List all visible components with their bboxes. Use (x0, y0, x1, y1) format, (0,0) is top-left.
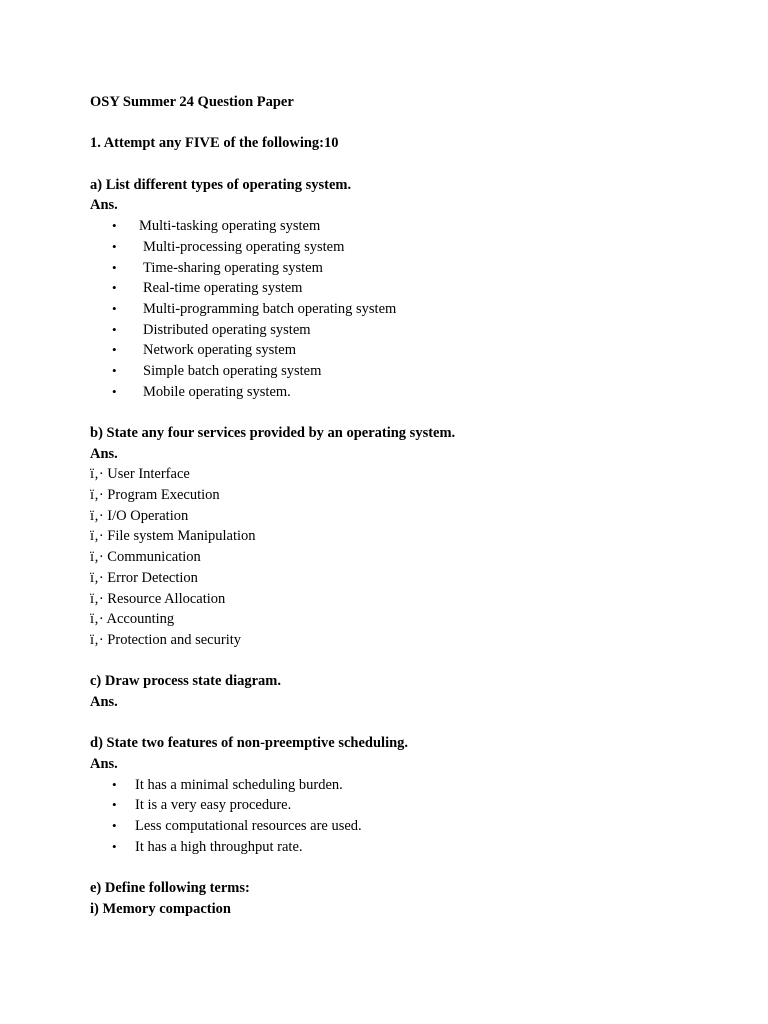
list-item: • Mobile operating system. (90, 382, 730, 403)
bullet-icon: • (112, 259, 117, 275)
spacer (90, 713, 730, 734)
answer-label-c: Ans. (90, 693, 118, 710)
bullet-icon: • (112, 362, 117, 378)
spacer (90, 857, 730, 878)
list-item: ï‚· Program Execution (90, 487, 220, 504)
list-item: • Simple batch operating system (90, 361, 730, 382)
bullet-icon: • (112, 342, 117, 358)
bullet-icon: • (112, 238, 117, 254)
list-item: • It has a minimal scheduling burden. (90, 775, 730, 796)
list-item: ï‚· I/O Operation (90, 507, 189, 524)
bullet-icon: • (112, 776, 117, 792)
bullet-icon: • (112, 797, 117, 813)
question-b: b) State any four services provided by an operating system. (90, 425, 456, 441)
answer-label-b: Ans. (90, 445, 118, 462)
section-heading: 1. Attempt any FIVE of the following:10 (90, 135, 339, 152)
list-item: • Multi-tasking operating system (90, 216, 730, 237)
scheduling-features-list (90, 775, 730, 858)
spacer (90, 154, 730, 175)
bullet-icon: • (112, 818, 117, 834)
os-types-list (90, 216, 730, 402)
list-item: ï‚· Resource Allocation (90, 590, 226, 607)
document-title: OSY Summer 24 Question Paper (90, 94, 294, 110)
bullet-icon: • (112, 321, 117, 337)
list-item: • Multi-processing operating system (90, 237, 730, 258)
spacer (90, 651, 730, 672)
bullet-icon: • (112, 300, 117, 316)
list-item: ï‚· Protection and security (90, 631, 241, 648)
list-item: ï‚· Accounting (90, 611, 175, 628)
list-item: • Time-sharing operating system (90, 258, 730, 279)
bullet-icon: • (112, 218, 117, 234)
spacer (90, 113, 730, 134)
question-c: c) Draw process state diagram. (90, 673, 282, 690)
list-item: • Network operating system (90, 340, 730, 361)
question-d: d) State two features of non-preemptive scheduling. (90, 735, 409, 752)
bullet-icon: • (112, 838, 117, 854)
spacer (90, 402, 730, 423)
bullet-icon: • (112, 383, 117, 399)
answer-label-d: Ans. (90, 756, 118, 772)
list-item: • It is a very easy procedure. (90, 795, 730, 816)
question-a: a) List different types of operating system. (90, 176, 352, 193)
list-item: • Distributed operating system (90, 320, 730, 341)
list-item: ï‚· File system Manipulation (90, 528, 256, 545)
list-item: ï‚· Error Detection (90, 569, 198, 586)
list-item: ï‚· Communication (90, 549, 201, 566)
bullet-icon: • (112, 280, 117, 296)
list-item: • Less computational resources are used. (90, 816, 730, 837)
question-e-part-i: i) Memory compaction (90, 900, 231, 917)
question-e: e) Define following terms: (90, 880, 250, 897)
answer-label-a: Ans. (90, 197, 118, 214)
document-page (90, 92, 730, 920)
list-item: ï‚· User Interface (90, 466, 190, 483)
list-item: • Multi-programming batch operating system (90, 299, 730, 320)
list-item: • It has a high throughput rate. (90, 837, 730, 858)
os-services-list (90, 464, 730, 650)
list-item: • Real-time operating system (90, 278, 730, 299)
